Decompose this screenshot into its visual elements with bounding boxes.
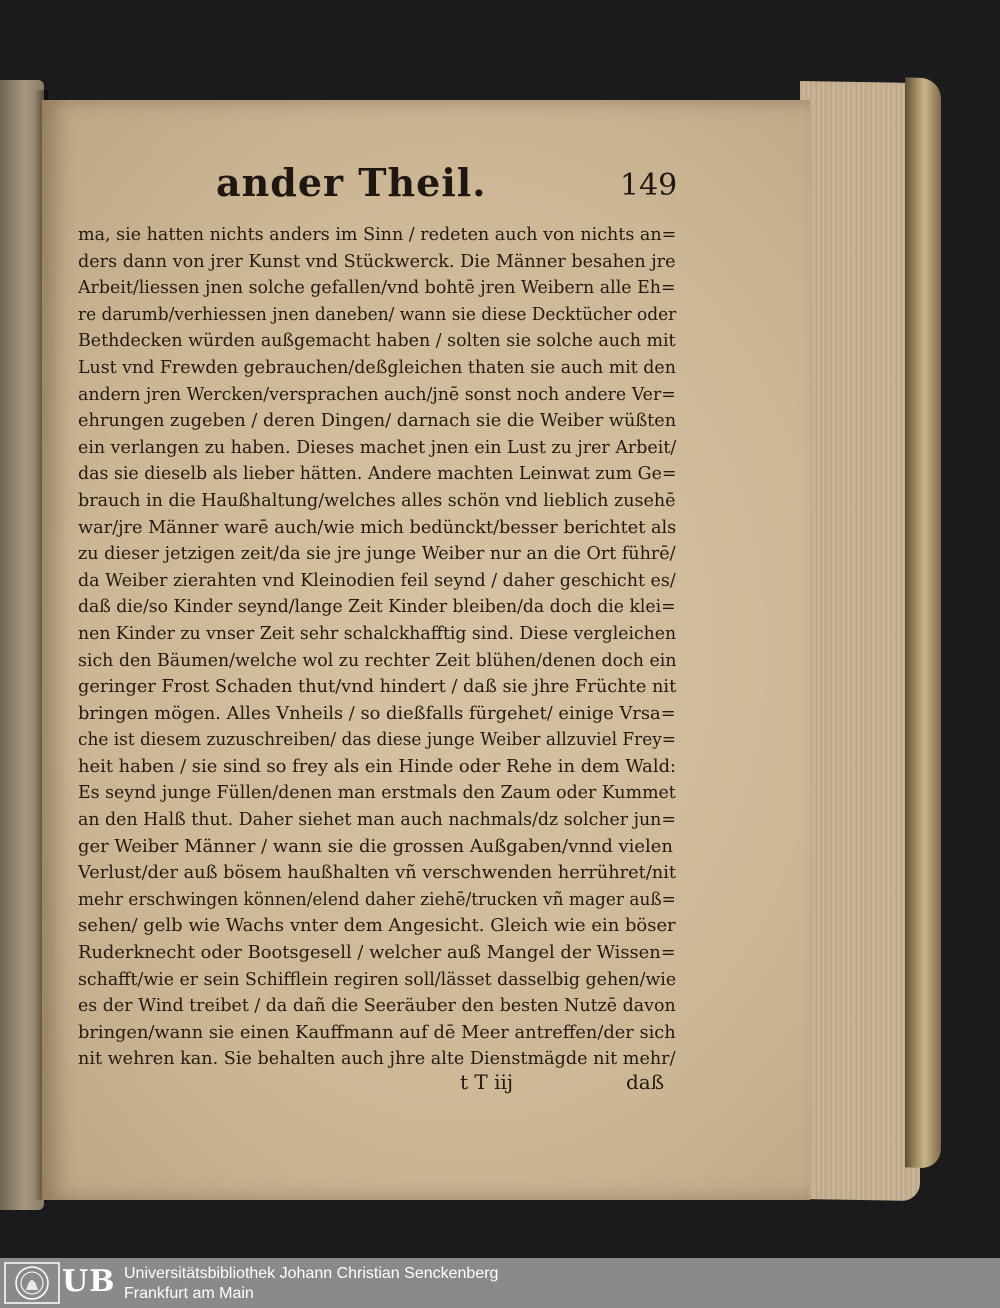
page-header (200, 160, 680, 220)
text-line: Es seynd junge Füllen/denen man erstmals den Zaum oder Kummet (78, 782, 676, 804)
text-line: andern jren Wercken/versprachen auch/jnē sonst noch andere Ver= (78, 383, 676, 405)
text-block (78, 222, 678, 1073)
running-head: ander Theil. (216, 160, 487, 205)
page-number: 149 (620, 168, 678, 203)
footer-text (124, 1264, 498, 1304)
ub-logo-text: UB (62, 1264, 116, 1299)
signature-mark: t T iij (460, 1070, 514, 1094)
text-line: brauch in die Haußhaltung/welches alles schön vnd lieblich zusehē (78, 489, 676, 511)
library-city: Frankfurt am Main (124, 1285, 254, 1302)
library-logo[interactable] (4, 1262, 116, 1304)
page-block-edge (800, 81, 920, 1201)
text-line: ders dann von jrer Kunst vnd Stückwerck. Die Männer besahen jre (78, 250, 676, 272)
text-line: das sie dieselb als lieber hätten. Andere machten Leinwat zum Ge= (78, 463, 677, 485)
text-line: ger Weiber Männer / wann sie die grossen Außgaben/vnnd vielen (78, 835, 673, 857)
text-line: zu dieser jetzigen zeit/da sie jre junge Weiber nur an die Ort führē/ (78, 543, 676, 565)
text-line: Verlust/der auß bösem haußhalten vñ verschwenden herrühret/nit (78, 862, 677, 884)
signature-line (460, 1070, 690, 1100)
text-line: bringen/wann sie einen Kauffmann auf dē Meer antreffen/der sich (78, 1021, 676, 1043)
library-name: Universitätsbibliothek Johann Christian Senckenberg (124, 1265, 499, 1282)
text-line: heit haben / sie sind so frey als ein Hinde oder Rehe in dem Wald: (78, 755, 677, 777)
text-line: bringen mögen. Alles Vnheils / so dießfalls fürgehet/ einige Vrsa= (78, 702, 676, 724)
text-line: Ruderknecht oder Bootsgesell / welcher auß Mangel der Wissen= (78, 942, 676, 964)
text-line: nen Kinder zu vnser Zeit sehr schalckhafftig sind. Diese vergleichen (78, 622, 677, 644)
book-cover-edge (905, 77, 941, 1168)
footer-bar (0, 1258, 1000, 1308)
text-line: Arbeit/liessen jnen solche gefallen/vnd bohtē jren Weibern alle Eh= (78, 277, 676, 299)
text-line: ehrungen zugeben / deren Dingen/ darnach sie die Weiber wüßten (78, 410, 677, 432)
text-line: re darumb/verhiessen jnen daneben/ wann sie diese Decktücher oder (78, 303, 677, 325)
text-line: ma, sie hatten nichts anders im Sinn / redeten auch von nichts an= (78, 224, 677, 245)
text-line: ein verlangen zu haben. Dieses machet jnen ein Lust zu jrer Arbeit/ (78, 436, 677, 458)
text-line: schafft/wie er sein Schifflein regiren soll/lässet dasselbig gehen/wie (78, 968, 677, 990)
text-line: Bethdecken würden außgemacht haben / solten sie solche auch mit (78, 330, 676, 352)
seal-icon (4, 1262, 60, 1304)
text-line: sehen/ gelb wie Wachs vnter dem Angesicht. Gleich wie ein böser (78, 915, 676, 937)
text-line: mehr erschwingen können/elend daher ziehē/trucken vñ mager auß= (78, 888, 676, 910)
text-line: an den Halß thut. Daher siehet man auch nachmals/dz solcher jun= (78, 809, 676, 831)
text-line: Lust vnd Frewden gebrauchen/deßgleichen thaten sie auch mit den (78, 356, 676, 378)
text-line: sich den Bäumen/welche wol zu rechter Zeit blühen/denen doch ein (78, 649, 677, 671)
text-line: daß die/so Kinder seynd/lange Zeit Kinder bleiben/da doch die klei= (78, 596, 676, 618)
text-line: che ist diesem zuzuschreiben/ das diese junge Weiber allzuviel Frey= (78, 729, 676, 751)
text-line: da Weiber zierahten vnd Kleinodien feil seynd / daher geschicht es/ (78, 569, 676, 591)
catchword: daß (626, 1070, 665, 1094)
text-line: es der Wind treibet / da dañ die Seeräuber den besten Nutzē davon (78, 995, 676, 1017)
text-line: nit wehren kan. Sie behalten auch jhre alte Dienstmägde nit mehr/ (78, 1048, 676, 1070)
text-line: war/jre Männer warē auch/wie mich bedünckt/besser berichtet als (78, 516, 677, 538)
text-line: geringer Frost Schaden thut/vnd hindert / daß sie jhre Früchte nit (78, 676, 677, 698)
